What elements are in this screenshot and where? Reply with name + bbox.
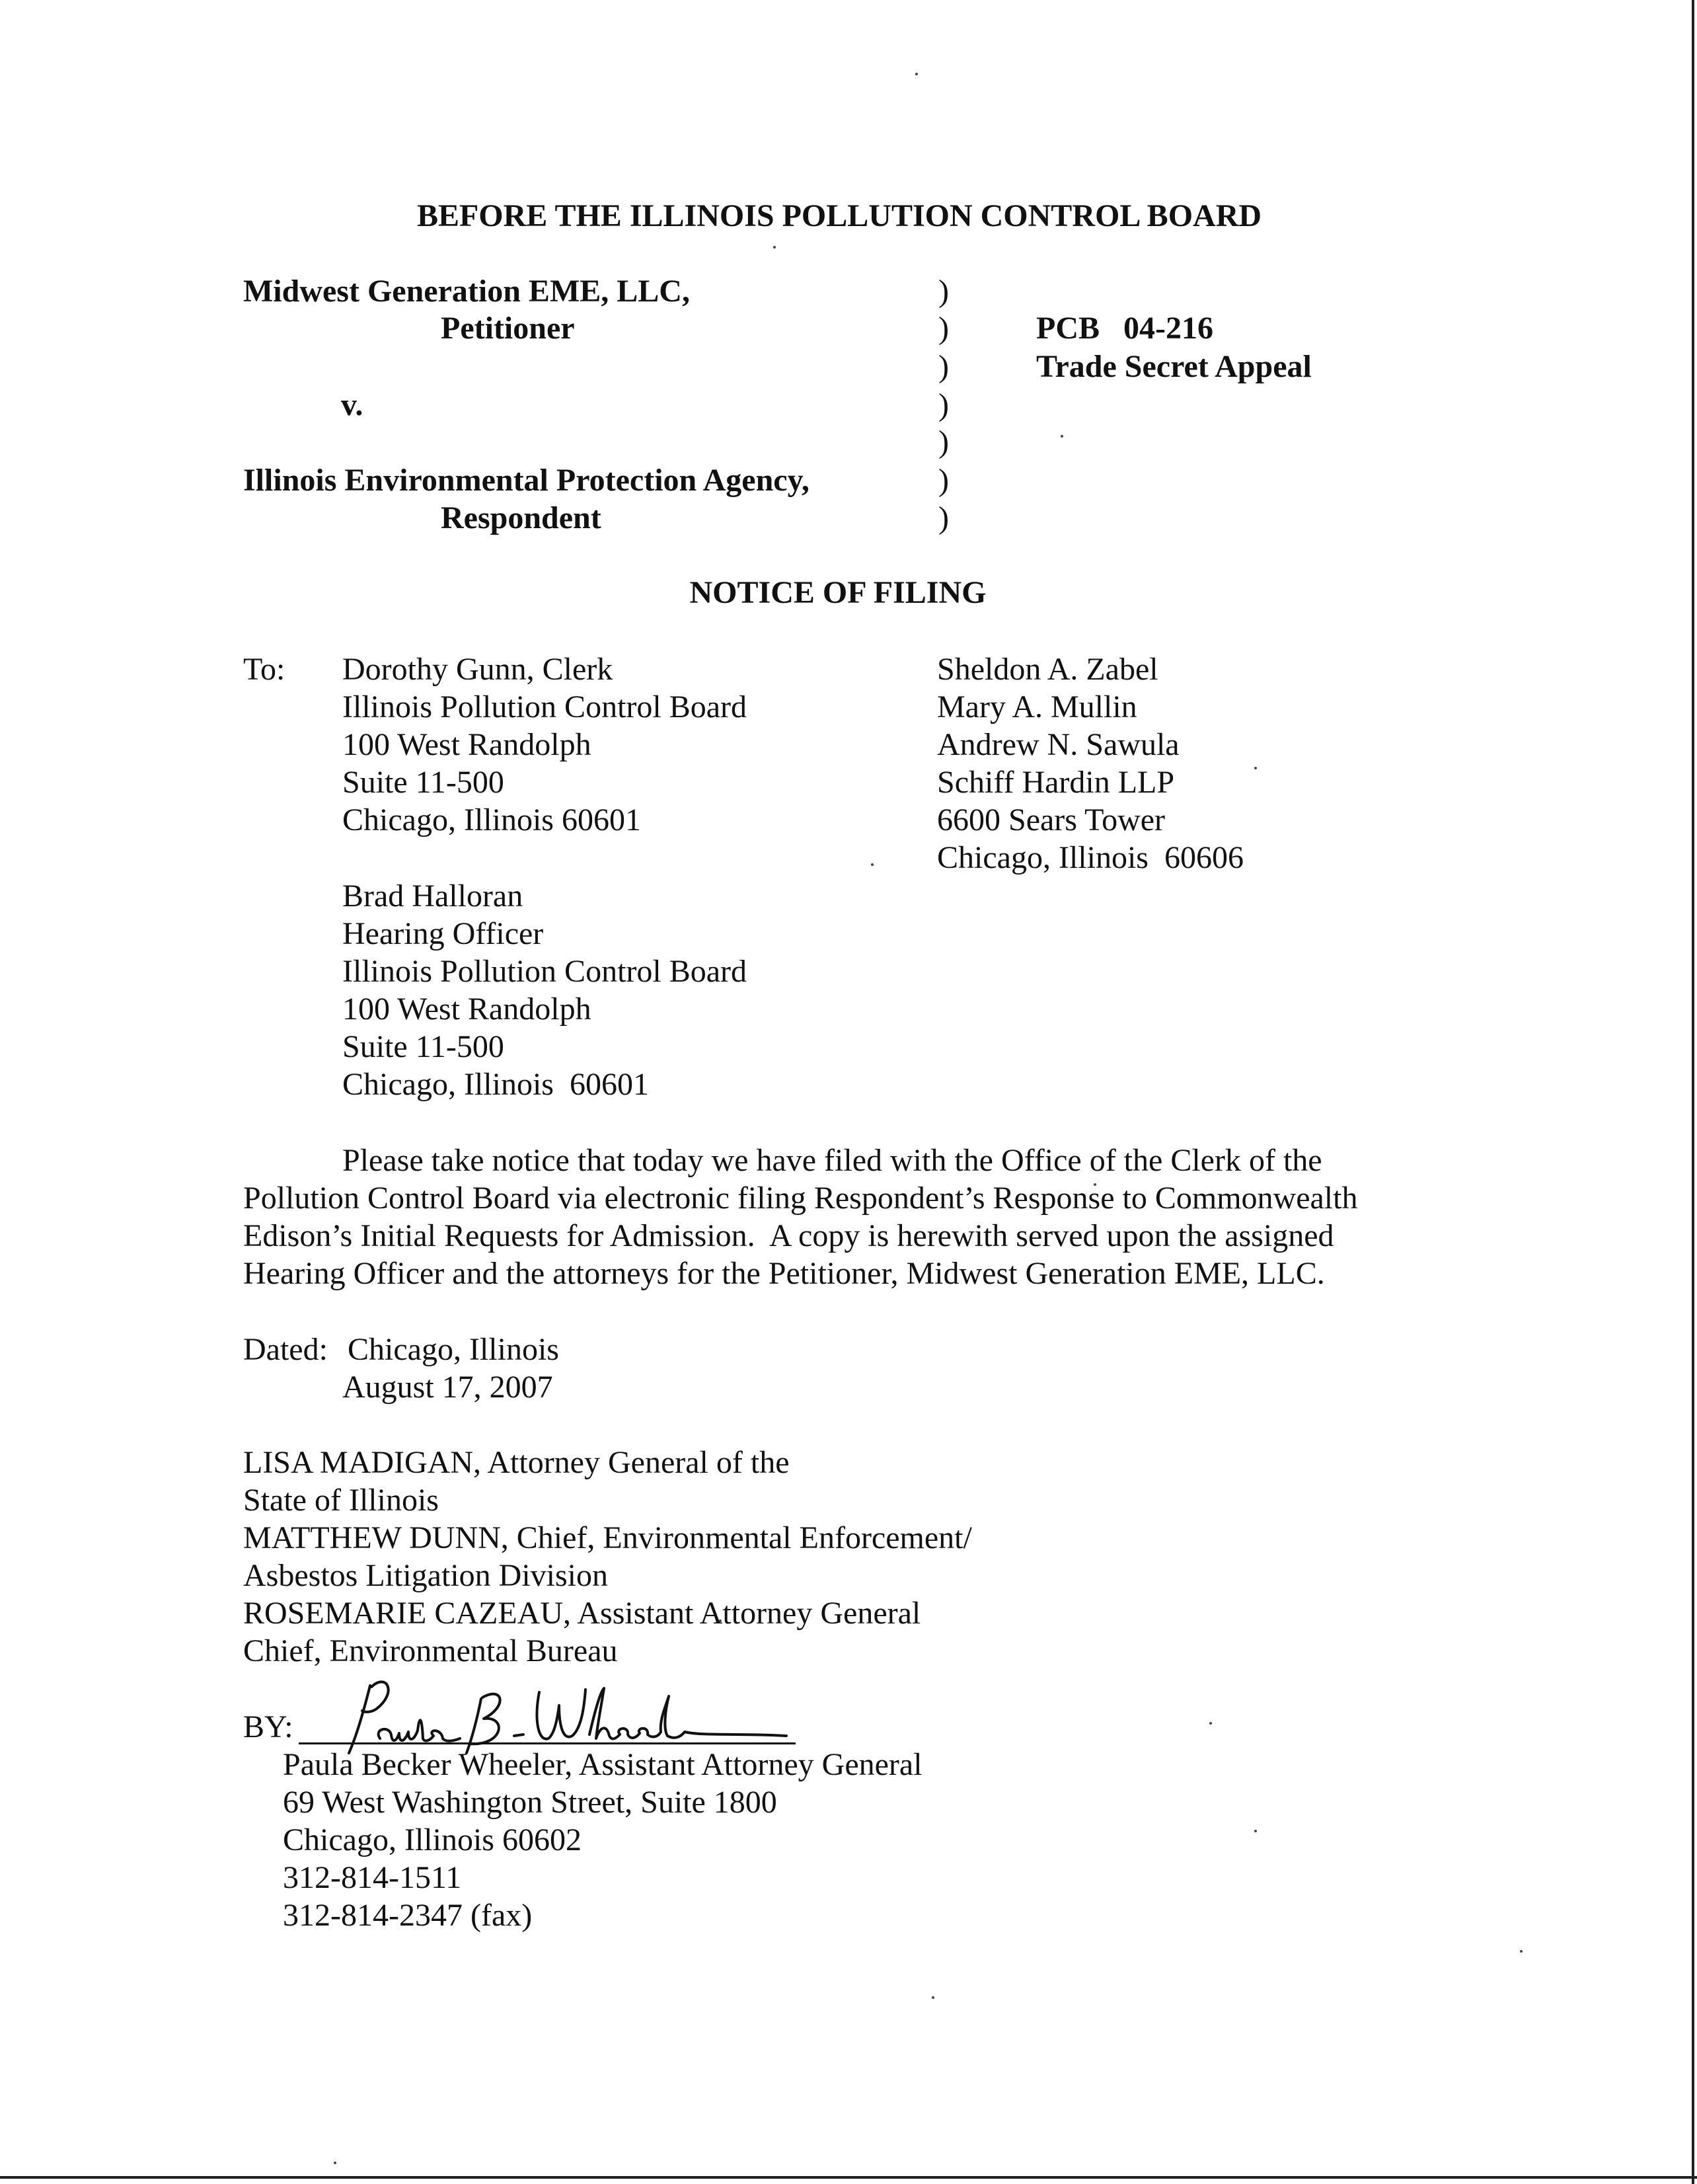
hearing-officer-line: Chicago, Illinois 60601 bbox=[342, 1067, 649, 1102]
counsel-address-line: 6600 Sears Tower bbox=[937, 802, 1166, 838]
hearing-officer-line: Suite 11-500 bbox=[342, 1029, 504, 1064]
attorney-line: ROSEMARIE CAZEAU, Assistant Attorney General bbox=[243, 1596, 921, 1631]
counsel-address-line: Schiff Hardin LLP bbox=[937, 765, 1175, 800]
scan-speck bbox=[1254, 1830, 1257, 1832]
hearing-officer-line: 100 West Randolph bbox=[342, 992, 591, 1027]
signatory-line: 69 West Washington Street, Suite 1800 bbox=[283, 1785, 777, 1820]
caption-paren: ) bbox=[938, 387, 949, 422]
caption-paren: ) bbox=[938, 311, 949, 346]
caption-paren: ) bbox=[938, 463, 949, 498]
page-border-right bbox=[1692, 0, 1694, 2184]
counsel-address-line: Chicago, Illinois 60606 bbox=[937, 840, 1244, 875]
attorney-line: Asbestos Litigation Division bbox=[243, 1558, 608, 1593]
clerk-address-line: 100 West Randolph bbox=[342, 727, 591, 762]
hearing-officer-line: Illinois Pollution Control Board bbox=[342, 954, 747, 989]
hearing-officer-line: Brad Halloran bbox=[342, 878, 523, 914]
page-border-bottom bbox=[0, 2176, 1697, 2179]
petitioner-name: Midwest Generation EME, LLC, bbox=[243, 274, 690, 309]
scan-speck bbox=[1254, 767, 1257, 769]
clerk-address-line: Illinois Pollution Control Board bbox=[342, 689, 747, 724]
scan-speck bbox=[871, 863, 874, 866]
body-line: Edison’s Initial Requests for Admission. A copy is herewith served upon the assigned bbox=[243, 1218, 1334, 1253]
caption-paren: ) bbox=[938, 500, 949, 535]
dated-place: Chicago, Illinois bbox=[348, 1332, 559, 1367]
body-line: Pollution Control Board via electronic filing Respondent’s Response to Commonwealth bbox=[243, 1181, 1358, 1216]
case-type: Trade Secret Appeal bbox=[1036, 349, 1312, 384]
scan-speck bbox=[1520, 1950, 1523, 1953]
scan-speck bbox=[932, 1996, 934, 1999]
body-line: Hearing Officer and the attorneys for the Petitioner, Midwest Generation EME, LLC. bbox=[243, 1256, 1325, 1291]
scan-speck bbox=[915, 73, 918, 75]
respondent-role: Respondent bbox=[441, 500, 601, 535]
signatory-line: Chicago, Illinois 60602 bbox=[283, 1822, 582, 1857]
scan-speck bbox=[334, 2162, 336, 2164]
to-label: To: bbox=[243, 652, 285, 687]
attorney-line: State of Illinois bbox=[243, 1483, 439, 1518]
caption-paren: ) bbox=[938, 274, 949, 309]
counsel-address-line: Mary A. Mullin bbox=[937, 689, 1137, 724]
attorney-line: LISA MADIGAN, Attorney General of the bbox=[243, 1445, 790, 1480]
counsel-address-line: Andrew N. Sawula bbox=[937, 727, 1180, 762]
body-line: Please take notice that today we have filed with the Office of the Clerk of the bbox=[342, 1143, 1322, 1178]
case-number: PCB 04-216 bbox=[1036, 311, 1213, 346]
caption-paren: ) bbox=[938, 349, 949, 384]
versus-label: v. bbox=[341, 387, 363, 422]
respondent-name: Illinois Environmental Protection Agency, bbox=[243, 463, 810, 498]
document-heading: BEFORE THE ILLINOIS POLLUTION CONTROL BOARD bbox=[416, 198, 1262, 233]
counsel-address-line: Sheldon A. Zabel bbox=[937, 652, 1158, 687]
scan-speck bbox=[773, 246, 776, 249]
attorney-line: MATTHEW DUNN, Chief, Environmental Enforcement/ bbox=[243, 1520, 972, 1555]
by-label: BY: bbox=[243, 1709, 293, 1744]
clerk-address-line: Dorothy Gunn, Clerk bbox=[342, 652, 613, 687]
scan-speck bbox=[1209, 1722, 1212, 1725]
clerk-address-line: Chicago, Illinois 60601 bbox=[342, 802, 641, 838]
dated-date: August 17, 2007 bbox=[342, 1370, 553, 1405]
signatory-line: Paula Becker Wheeler, Assistant Attorney General bbox=[283, 1747, 923, 1782]
signatory-line: 312-814-1511 bbox=[283, 1860, 462, 1895]
petitioner-role: Petitioner bbox=[441, 311, 575, 346]
signatory-line: 312-814-2347 (fax) bbox=[283, 1898, 533, 1933]
attorney-line: Chief, Environmental Bureau bbox=[243, 1633, 618, 1668]
clerk-address-line: Suite 11-500 bbox=[342, 765, 504, 800]
caption-paren: ) bbox=[938, 424, 949, 459]
hearing-officer-line: Hearing Officer bbox=[342, 916, 544, 951]
dated-label: Dated: bbox=[243, 1332, 328, 1367]
notice-title: NOTICE OF FILING bbox=[689, 575, 987, 610]
scan-speck bbox=[1061, 435, 1063, 438]
